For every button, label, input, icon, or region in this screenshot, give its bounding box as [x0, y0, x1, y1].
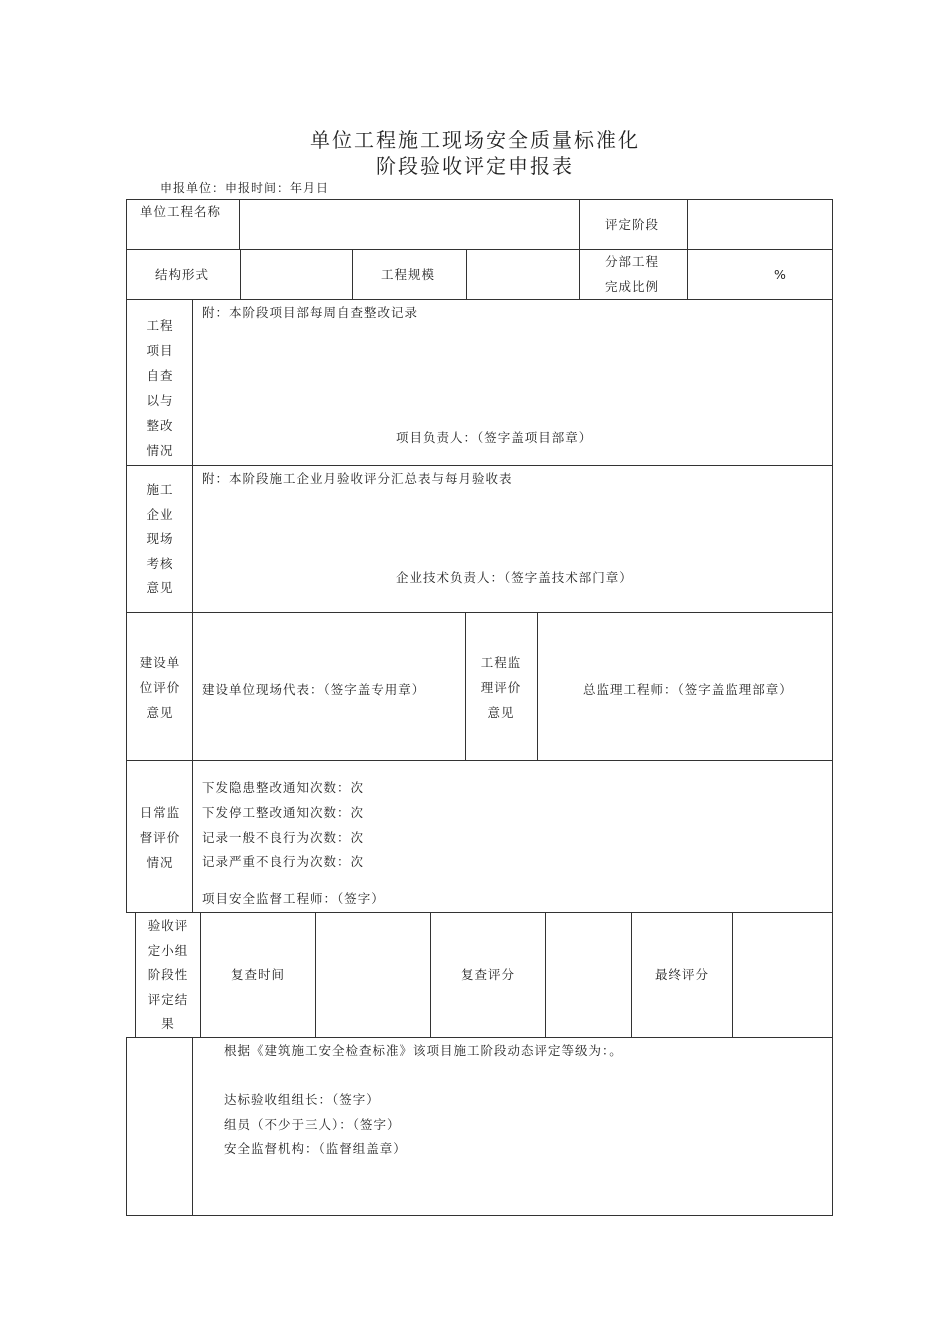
rule-line [126, 1037, 833, 1038]
rule-line [687, 199, 688, 300]
rule-line [192, 1037, 193, 1216]
rule-line [126, 612, 833, 613]
rule-line [126, 1037, 127, 1216]
serious-violation-count: 记录严重不良行为次数：次 [202, 854, 365, 869]
owner-representative-signature: 建设单位现场代表：（签字盖专用章） [202, 682, 426, 697]
rule-line [126, 199, 127, 913]
stop-work-notice-count: 下发停工整改通知次数：次 [202, 805, 365, 820]
rule-line [126, 1215, 833, 1216]
chief-supervisor-signature: 总监理工程师：（签字盖监理部章） [583, 682, 793, 697]
rule-line [465, 612, 466, 761]
minor-violation-count: 记录一般不良行为次数：次 [202, 830, 365, 845]
evaluation-stage-label: 评定阶段 [605, 217, 660, 232]
percent-sign: % [774, 267, 787, 282]
project-scale-label: 工程规模 [381, 267, 436, 282]
rule-line [126, 465, 833, 466]
rule-line [240, 249, 241, 300]
final-score-label: 最终评分 [655, 967, 710, 982]
group-members-signature: 组员（不少于三人）：（签字） [224, 1117, 401, 1132]
rule-line [631, 912, 632, 1038]
structure-form-label: 结构形式 [155, 267, 210, 282]
safety-supervisor-signature: 项目安全监督工程师：（签字） [202, 891, 385, 906]
applicant-line: 申报单位：申报时间：年月日 [160, 181, 330, 195]
rule-line [430, 912, 431, 1038]
self-check-label: 工程 项目 自查 以与 整改 情况 [146, 318, 174, 458]
form-title-line1: 单位工程施工现场安全质量标准化 [310, 128, 640, 152]
subproject-ratio-label-line2: 完成比例 [605, 279, 660, 294]
rule-line [466, 249, 467, 300]
self-check-attachment: 附：本阶段项目部每周自查整改记录 [202, 305, 419, 320]
rule-line [537, 612, 538, 761]
rule-line [126, 199, 833, 200]
rule-line [200, 912, 201, 1038]
rule-line [579, 199, 580, 300]
owner-evaluation-label: 建设单 位评价 意见 [139, 655, 181, 720]
rule-line [192, 299, 193, 913]
recheck-time-label: 复查时间 [231, 967, 286, 982]
rule-line [732, 912, 733, 1038]
grade-statement: 根据《建筑施工安全检查标准》该项目施工阶段动态评定等级为：。 [224, 1043, 623, 1058]
enterprise-attachment: 附：本阶段施工企业月验收评分汇总表与每月验收表 [202, 471, 513, 486]
group-leader-signature: 达标验收组组长：（签字） [224, 1092, 380, 1107]
rule-line [352, 249, 353, 300]
rule-line [126, 760, 833, 761]
technical-lead-signature: 企业技术负责人：（签字盖技术部门章） [396, 570, 633, 585]
rule-line [545, 912, 546, 1038]
rule-line [126, 299, 833, 300]
rule-line [126, 912, 833, 913]
daily-supervision-label: 日常监 督评价 情况 [139, 805, 181, 870]
hazard-notice-count: 下发隐患整改通知次数：次 [202, 780, 365, 795]
project-manager-signature: 项目负责人：（签字盖项目部章） [396, 430, 593, 445]
rule-line [135, 912, 136, 1038]
subproject-ratio-label-line1: 分部工程 [605, 254, 660, 269]
enterprise-review-label: 施工 企业 现场 考核 意见 [146, 482, 174, 595]
project-name-label: 单位工程名称 [140, 204, 222, 219]
acceptance-group-label: 验收评 定小组 阶段性 评定结 果 [147, 918, 189, 1031]
recheck-score-label: 复查评分 [461, 967, 516, 982]
form-title-line2: 阶段验收评定申报表 [376, 154, 574, 178]
rule-line [832, 199, 833, 1216]
supervision-agency-seal: 安全监督机构：（监督组盖章） [224, 1141, 407, 1156]
rule-line [315, 912, 316, 1038]
rule-line [239, 199, 240, 250]
supervisor-evaluation-label: 工程监 理评价 意见 [480, 655, 522, 720]
rule-line [126, 249, 833, 250]
